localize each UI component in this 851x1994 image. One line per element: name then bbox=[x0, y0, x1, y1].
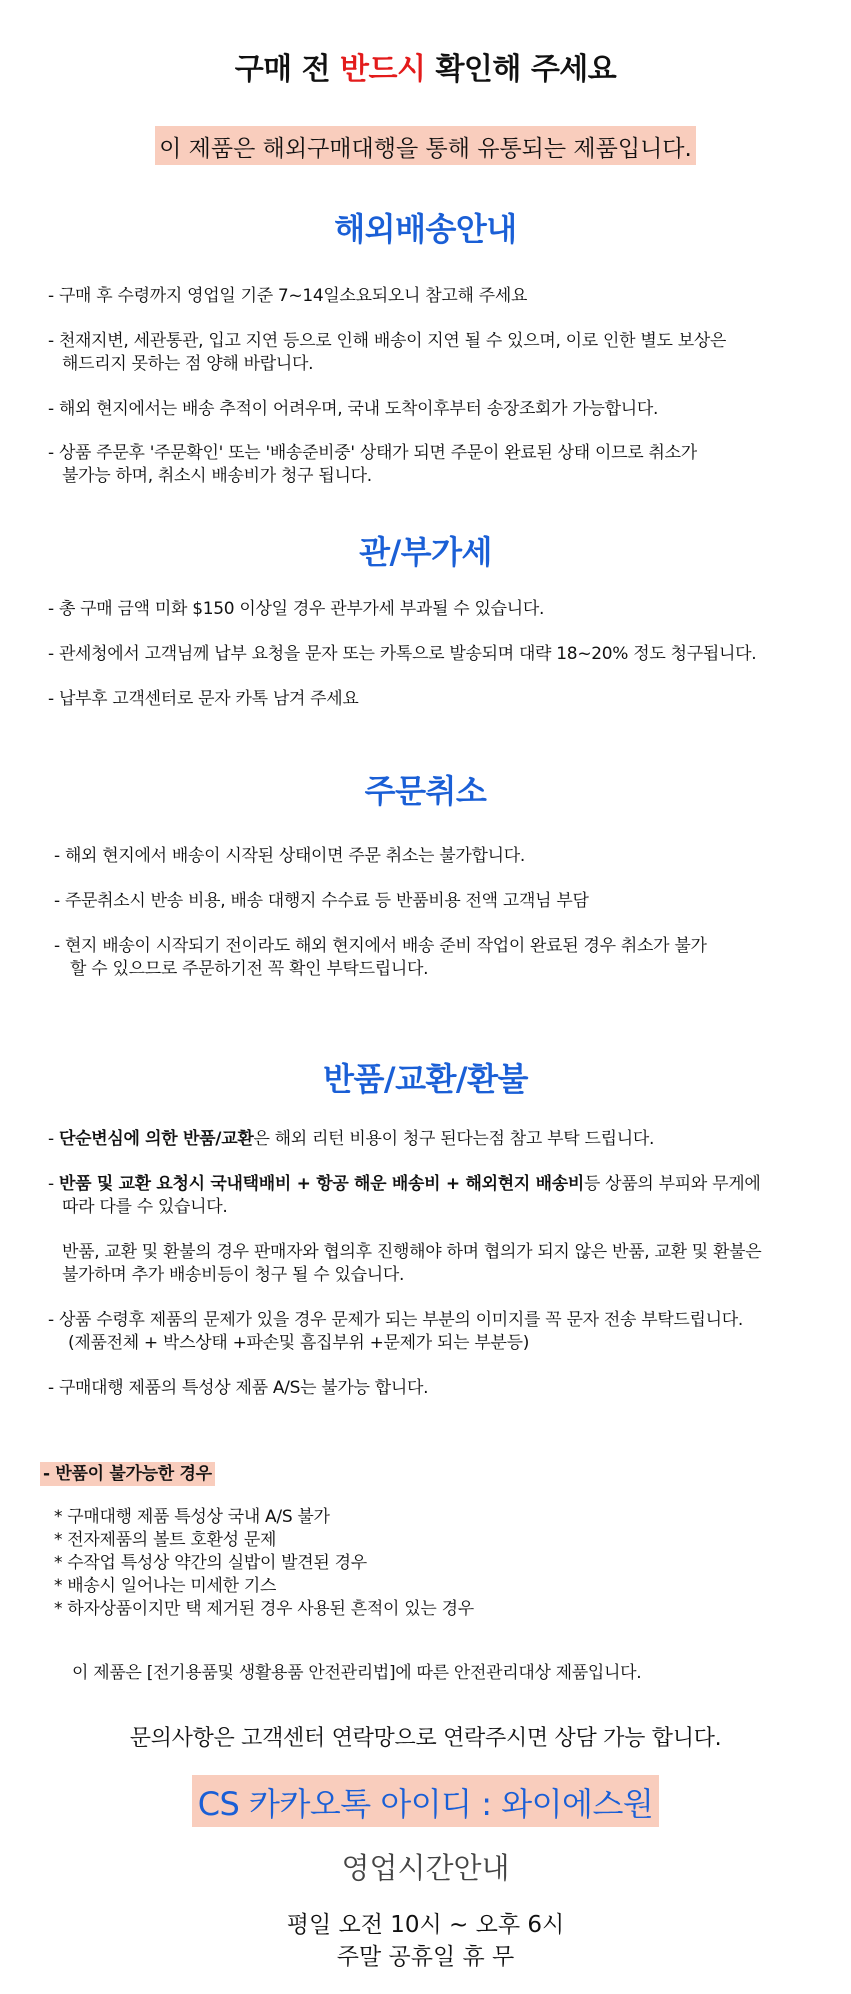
returns-line-7: (제품전체 + 박스상태 +파손및 흠집부위 +문제가 되는 부분등) bbox=[68, 1333, 530, 1353]
hours-weekday: 평일 오전 10시 ~ 오후 6시 bbox=[286, 1912, 565, 1938]
cancel-line-3: - 현지 배송이 시작되기 전이라도 해외 현지에서 배송 준비 작업이 완료된 경우 취소가 불가 bbox=[54, 936, 707, 956]
returns-line-1: - 단순변심에 의한 반품/교환은 해외 리턴 비용이 청구 된다는점 참고 부탁 드립니다. bbox=[48, 1129, 655, 1149]
section-title-shipping: 해외배송안내 bbox=[334, 210, 517, 248]
customs-line-3: - 납부후 고객센터로 문자 카톡 남겨 주세요 bbox=[48, 689, 359, 709]
shipping-line-1: - 구매 후 수령까지 영업일 기준 7~14일소요되오니 참고해 주세요 bbox=[48, 286, 528, 306]
customs-line-2: - 관세청에서 고객님께 납부 요청을 문자 또는 카톡으로 발송되며 대략 18~20% 정도 청구됩니다. bbox=[48, 644, 757, 664]
cancel-line-4: 할 수 있으므로 주문하기전 꼭 확인 부탁드립니다. bbox=[70, 959, 429, 979]
title-prefix: 구매 전 bbox=[234, 52, 341, 87]
returns-line-2: - 반품 및 교환 요청시 국내택배비 + 항공 해운 배송비 + 해외현지 배송비등 상품의 부피와 무게에 bbox=[48, 1174, 761, 1194]
section-title-cancel: 주문취소 bbox=[364, 772, 487, 810]
safety-notice: 이 제품은 [전기용품및 생활용품 안전관리법]에 따른 안전관리대상 제품입니다. bbox=[72, 1663, 642, 1683]
inquiry-text: 문의사항은 고객센터 연락망으로 연락주시면 상담 가능 합니다. bbox=[129, 1726, 722, 1751]
hours-title: 영업시간안내 bbox=[341, 1851, 510, 1885]
section-title-returns: 반품/교환/환불 bbox=[323, 1060, 528, 1098]
shipping-line-4: - 해외 현지에서는 배송 추적이 어려우며, 국내 도착이후부터 송장조회가 가능합니다. bbox=[48, 399, 659, 419]
section-title-customs: 관/부가세 bbox=[359, 533, 492, 571]
notice-banner bbox=[0, 126, 851, 165]
cancel-line-2: - 주문취소시 반송 비용, 배송 대행지 수수료 등 반품비용 전액 고객님 부담 bbox=[54, 891, 589, 911]
shipping-line-5: - 상품 주문후 '주문확인' 또는 '배송준비중' 상태가 되면 주문이 완료된 상태 이므로 취소가 bbox=[48, 443, 697, 463]
title-suffix: 확인해 주세요 bbox=[425, 52, 617, 87]
returns-line-6: - 상품 수령후 제품의 문제가 있을 경우 문제가 되는 부분의 이미지를 꼭 문자 전송 부탁드립니다. bbox=[48, 1310, 744, 1330]
shipping-line-6: 불가능 하며, 취소시 배송비가 청구 됩니다. bbox=[62, 466, 372, 486]
nonreturn-item-1: * 구매대행 제품 특성상 국내 A/S 불가 bbox=[54, 1507, 330, 1527]
nonreturn-item-4: * 배송시 일어나는 미세한 기스 bbox=[54, 1576, 277, 1596]
shipping-line-3: 해드리지 못하는 점 양해 바랍니다. bbox=[62, 354, 314, 374]
nonreturn-item-3: * 수작업 특성상 약간의 실밥이 발견된 경우 bbox=[54, 1553, 367, 1573]
nonreturn-title: - 반품이 불가능한 경우 bbox=[40, 1462, 215, 1486]
nonreturn-item-5: * 하자상품이지만 택 제거된 경우 사용된 흔적이 있는 경우 bbox=[54, 1599, 474, 1619]
cs-kakao-id bbox=[0, 1775, 851, 1827]
nonreturn-item-2: * 전자제품의 볼트 호환성 문제 bbox=[54, 1530, 277, 1550]
returns-line-3: 따라 다를 수 있습니다. bbox=[62, 1197, 228, 1217]
returns-line-4: 반품, 교환 및 환불의 경우 판매자와 협의후 진행해야 하며 협의가 되지 않은 반품, 교환 및 환불은 bbox=[62, 1242, 762, 1262]
page-title bbox=[0, 44, 851, 88]
returns-line-2-bold: 반품 및 교환 요청시 국내택배비 + 항공 해운 배송비 + 해외현지 배송비 bbox=[58, 1174, 584, 1194]
hours-weekend: 주말 공휴일 휴 무 bbox=[336, 1944, 515, 1970]
cancel-line-1: - 해외 현지에서 배송이 시작된 상태이면 주문 취소는 불가합니다. bbox=[54, 846, 525, 866]
notice-text: 이 제품은 해외구매대행을 통해 유통되는 제품입니다. bbox=[155, 126, 696, 165]
cs-kakao-id-text: CS 카카오톡 아이디 : 와이에스원 bbox=[192, 1775, 660, 1827]
returns-line-1-bold: 단순변심에 의한 반품/교환 bbox=[58, 1129, 254, 1149]
shipping-line-2: - 천재지변, 세관통관, 입고 지연 등으로 인해 배송이 지연 될 수 있으며, 이로 인한 별도 보상은 bbox=[48, 331, 727, 351]
customs-line-1: - 총 구매 금액 미화 $150 이상일 경우 관부가세 부과될 수 있습니다. bbox=[48, 599, 545, 619]
title-emphasis: 반드시 bbox=[340, 52, 426, 87]
returns-line-5: 불가하며 추가 배송비등이 청구 될 수 있습니다. bbox=[62, 1265, 405, 1285]
returns-line-8: - 구매대행 제품의 특성상 제품 A/S는 불가능 합니다. bbox=[48, 1378, 429, 1398]
